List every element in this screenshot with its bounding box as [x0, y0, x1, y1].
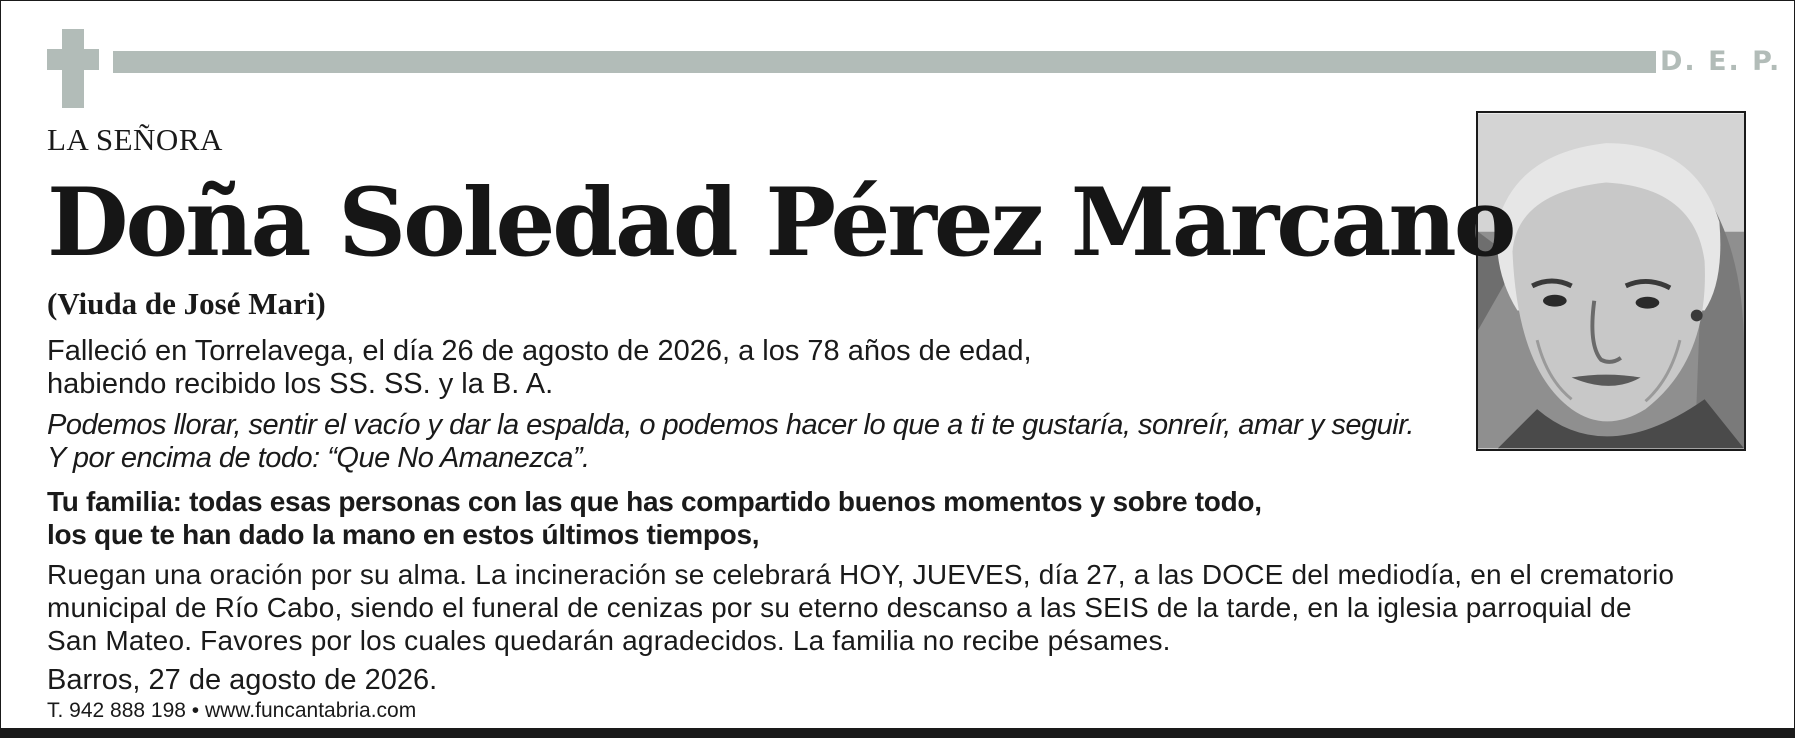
memorial-quote [47, 409, 1414, 475]
honorific-label: LA SEÑORA [47, 122, 223, 157]
place-date: Barros, 27 de agosto de 2026. [47, 664, 438, 696]
text-line: habiendo recibido los SS. SS. y la B. A. [47, 368, 554, 400]
death-announcement [47, 335, 1032, 401]
header-rule [113, 51, 1656, 73]
family-message [47, 485, 1262, 551]
widow-of: (Viuda de José Mari) [47, 286, 326, 321]
text-line: Ruegan una oración por su alma. La incineración se celebrará HOY, JUEVES, día 27, a las DOCE del mediodía, en el crematorio [47, 559, 1675, 590]
text-line: Falleció en Torrelavega, el día 26 de agosto de 2026, a los 78 años de edad, [47, 335, 1032, 367]
bottom-rule [0, 728, 1795, 738]
deceased-name: Doña Soledad Pérez Marcano [47, 168, 1514, 278]
text-line: Podemos llorar, sentir el vacío y dar la espalda, o podemos hacer lo que a ti te gustaría, sonreír, amar y seguir. [47, 409, 1414, 441]
dep-label: D. E. P. [1660, 46, 1782, 77]
latin-cross-icon [47, 29, 99, 108]
text-line: los que te han dado la mano en estos últimos tiempos, [47, 519, 760, 550]
text-line: municipal de Río Cabo, siendo el funeral de cenizas por su eterno descanso a las SEIS de la tarde, en la iglesia parroquial de [47, 592, 1632, 623]
text-line: Tu familia: todas esas personas con las que has compartido buenos momentos y sobre todo, [47, 486, 1262, 517]
deceased-photo [1476, 111, 1746, 451]
funeral-home-contact: T. 942 888 198 • www.funcantabria.com [47, 699, 417, 722]
text-line: San Mateo. Favores por los cuales quedarán agradecidos. La familia no recibe pésames. [47, 625, 1171, 656]
service-details [47, 558, 1674, 657]
text-line: Y por encima de todo: “Que No Amanezca”. [47, 442, 590, 474]
